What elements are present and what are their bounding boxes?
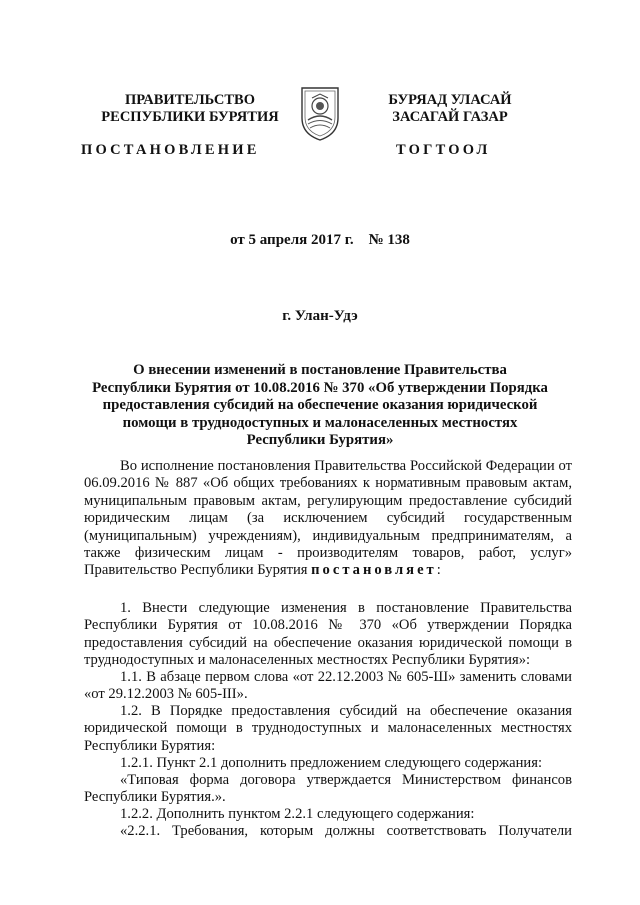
title-line: О внесении изменений в постановление Правительства [133,362,507,378]
title-line: помощи в труднодоступных и малонаселенных местностях [122,414,518,431]
preamble-emphasis: постановляет [311,562,437,579]
item-1-2-1: 1.2.1. Пункт 2.1 дополнить предложением следующего содержания: [120,755,542,771]
government-name-ru [95,92,285,126]
city: г. Улан-Удэ [282,308,358,324]
item-1: 1. Внести следующие изменения в постановление Правительства Республики Бурятия от 10.08.2016 № 370 «Об утверждении Порядка предоставления субсидий на обеспечение оказания юридической помощи в труднодоступных и малонаселенных местностях Республики Бурятия»: [84,600,572,669]
item-1-2: 1.2. В Порядке предоставления субсидий на обеспечение оказания юридической помощи в труднодоступных и малонаселенных местностях Республики Бурятия: [84,703,572,754]
date-and-number: от 5 апреля 2017 г. № 138 [230,232,410,248]
document-title [60,362,580,450]
item-2-2-1: «2.2.1. Требования, которым должны соответствовать Получатели [120,823,572,839]
item-1-2-2: 1.2.2. Дополнить пунктом 2.2.1 следующего содержания: [120,806,475,822]
coat-of-arms-icon [298,84,342,142]
preamble-end: : [436,562,441,579]
title-line: Республики Бурятия» [246,432,394,449]
government-name-line1: ПРАВИТЕЛЬСТВО [125,92,255,108]
item-1-1: 1.1. В абзаце первом слова «от 22.12.2003 № 605-Ш» заменить словами «от 29.12.2003 № 605-III». [84,669,572,703]
government-name-bua [355,92,545,126]
title-line: Республики Бурятия от 10.08.2016 № 370 «Об утверждении Порядка [92,379,548,396]
government-name-bua-line1: БУРЯАД УЛАСАЙ [388,92,512,108]
doc-type-bua: ТОГТООЛ [396,142,491,158]
preamble-paragraph [84,458,572,580]
government-name-line2: РЕСПУБЛИКИ БУРЯТИЯ [101,109,279,125]
item-quote-typical-form: «Типовая форма договора утверждается Министерством финансов Республики Бурятия.». [84,772,572,806]
government-name-bua-line2: ЗАСАГАЙ ГАЗАР [392,109,508,125]
doc-type-ru: ПОСТАНОВЛЕНИЕ [81,142,260,158]
title-line: предоставления субсидий на обеспечение оказания юридической [102,397,538,414]
preamble-text: Во исполнение постановления Правительства Российской Федерации от 06.09.2016 № 887 «Об общих требованиях к нормативным правовым актам, муниципальным правовым актам, регулирующим предоставление субсидий юридическим лицам (за исключением субсидий государственным (муниципальным) учреждениям), индивидуальным предпринимателям, а также физическим лицам - производителям товаров, работ, услуг» Правительство Республики Бурятия [84,458,572,579]
coat-of-arms-emblem [298,84,342,142]
